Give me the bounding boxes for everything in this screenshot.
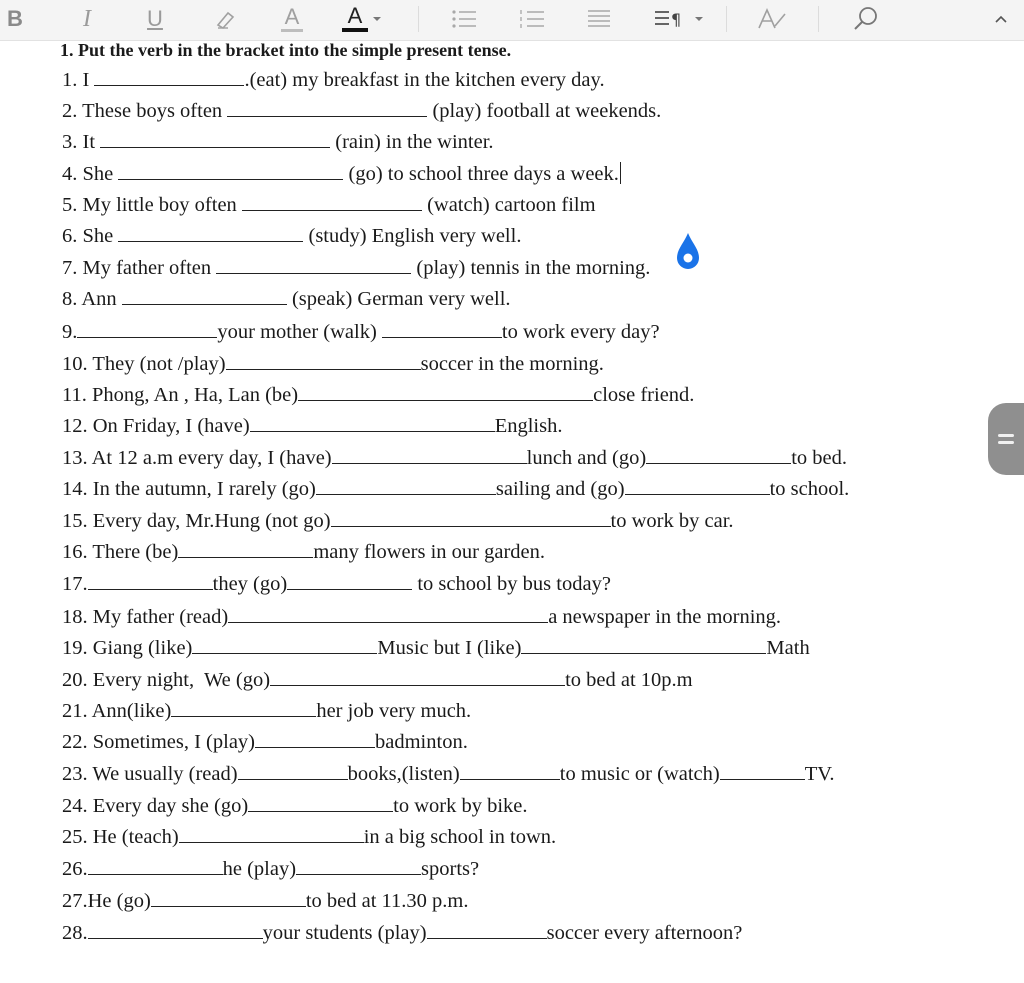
eraser-button[interactable] bbox=[210, 0, 242, 38]
chevron-down-icon bbox=[372, 14, 382, 24]
answer-blank[interactable] bbox=[88, 859, 223, 875]
exercise-text: to bed. bbox=[791, 447, 847, 469]
italic-button[interactable] bbox=[74, 0, 100, 38]
answer-blank[interactable] bbox=[216, 258, 411, 274]
highlight-swatch bbox=[281, 29, 303, 32]
exercise-text: 27.He (go) bbox=[62, 890, 151, 912]
answer-blank[interactable] bbox=[118, 226, 303, 242]
cursor-handle-icon bbox=[675, 231, 701, 271]
toolbar-divider bbox=[818, 6, 819, 32]
exercise-text: (speak) German very well. bbox=[286, 288, 511, 310]
highlight-button[interactable] bbox=[276, 0, 308, 38]
svg-text:¶: ¶ bbox=[671, 10, 682, 29]
exercise-text: your students (play) bbox=[262, 922, 427, 944]
exercise-text: 19. Giang (like) bbox=[62, 637, 193, 659]
exercise-text: 23. We usually (read) bbox=[62, 763, 238, 785]
exercise-item bbox=[62, 921, 742, 945]
answer-blank[interactable] bbox=[118, 164, 343, 180]
exercise-text: 5. My little boy often bbox=[62, 194, 242, 216]
exercise-item bbox=[62, 162, 621, 186]
font-color-swatch bbox=[342, 28, 368, 32]
exercise-item bbox=[62, 730, 468, 754]
exercise-item bbox=[62, 287, 511, 311]
exercise-item bbox=[62, 889, 468, 913]
exercise-text: 18. My father (read) bbox=[62, 606, 229, 628]
exercise-text: 3. It bbox=[62, 131, 101, 153]
exercise-text: (play) football at weekends. bbox=[427, 100, 662, 122]
paragraph-mark-icon bbox=[653, 8, 687, 30]
exercise-item bbox=[62, 383, 694, 407]
grip-icon bbox=[998, 430, 1014, 448]
exercise-text: he (play) bbox=[222, 858, 297, 880]
align-button[interactable] bbox=[582, 0, 616, 38]
exercise-text: sailing and (go) bbox=[495, 478, 625, 500]
exercise-text: (rain) in the winter. bbox=[330, 131, 494, 153]
exercise-item bbox=[62, 477, 849, 501]
exercise-item bbox=[62, 540, 545, 564]
answer-blank[interactable] bbox=[248, 796, 393, 812]
exercise-text: 25. He (teach) bbox=[62, 826, 179, 848]
exercise-text: 22. Sometimes, I (play) bbox=[62, 731, 256, 753]
paragraph-button[interactable] bbox=[650, 0, 690, 38]
exercise-item bbox=[62, 414, 562, 438]
exercise-text: many flowers in our garden. bbox=[313, 541, 546, 563]
answer-blank[interactable] bbox=[238, 764, 348, 780]
underline-button[interactable] bbox=[140, 0, 170, 38]
document-page[interactable] bbox=[0, 40, 1024, 983]
answer-blank[interactable] bbox=[625, 479, 770, 495]
eraser-icon bbox=[214, 7, 238, 31]
exercise-item bbox=[62, 256, 650, 280]
text-cursor bbox=[620, 162, 622, 184]
answer-blank[interactable] bbox=[720, 764, 805, 780]
exercise-text: to work by car. bbox=[610, 510, 734, 532]
exercise-item bbox=[62, 857, 479, 881]
answer-blank[interactable] bbox=[255, 732, 375, 748]
exercise-text: 11. Phong, An , Ha, Lan (be) bbox=[62, 384, 299, 406]
answer-blank[interactable] bbox=[77, 322, 217, 338]
exercise-text: 15. Every day, Mr.Hung (not go) bbox=[62, 510, 331, 532]
exercise-text: 17. bbox=[62, 573, 88, 595]
search-icon bbox=[851, 5, 881, 33]
font-color-dropdown[interactable] bbox=[370, 0, 384, 38]
exercise-item bbox=[62, 668, 693, 692]
exercise-item bbox=[62, 224, 521, 248]
exercise-text: (play) tennis in the morning. bbox=[411, 257, 651, 279]
answer-blank[interactable] bbox=[296, 859, 421, 875]
exercise-heading: 1. Put the verb in the bracket into the simple present tense. bbox=[60, 40, 512, 60]
exercise-text: 21. Ann(like) bbox=[62, 700, 172, 722]
exercise-text: to school by bus today? bbox=[412, 573, 611, 595]
exercise-text: 28. bbox=[62, 922, 88, 944]
search-button[interactable] bbox=[846, 0, 886, 38]
exercise-text: her job very much. bbox=[316, 700, 472, 722]
bullet-list-button[interactable] bbox=[446, 0, 482, 38]
exercise-item bbox=[62, 825, 556, 849]
exercise-text: 6. She bbox=[62, 225, 119, 247]
answer-blank[interactable] bbox=[427, 923, 547, 939]
italic-icon: I bbox=[83, 5, 91, 32]
answer-blank[interactable] bbox=[100, 132, 330, 148]
exercise-text: 20. Every night, We (go) bbox=[62, 669, 271, 691]
exercise-text: 14. In the autumn, I rarely (go) bbox=[62, 478, 316, 500]
exercise-text: books,(listen) bbox=[347, 763, 460, 785]
answer-blank[interactable] bbox=[331, 511, 611, 527]
answer-blank[interactable] bbox=[88, 574, 213, 590]
answer-blank[interactable] bbox=[192, 638, 377, 654]
toolbar-divider bbox=[726, 6, 727, 32]
bold-button[interactable] bbox=[2, 0, 28, 38]
exercise-item bbox=[62, 762, 835, 786]
exercise-text: English. bbox=[494, 415, 563, 437]
exercise-text: soccer every afternoon? bbox=[546, 922, 743, 944]
font-color-icon: A bbox=[347, 3, 363, 28]
answer-blank[interactable] bbox=[227, 101, 427, 117]
exercise-text: your mother (walk) bbox=[217, 321, 382, 343]
chevron-down-icon bbox=[694, 14, 704, 24]
answer-blank[interactable] bbox=[171, 701, 316, 717]
answer-blank[interactable] bbox=[178, 542, 313, 558]
exercise-text: 13. At 12 a.m every day, I (have) bbox=[62, 447, 332, 469]
exercise-item bbox=[62, 99, 661, 123]
paragraph-dropdown[interactable] bbox=[692, 0, 706, 38]
underline-icon: U bbox=[147, 6, 163, 31]
answer-blank[interactable] bbox=[122, 289, 287, 305]
exercise-text: 8. Ann bbox=[62, 288, 122, 310]
formatting-toolbar bbox=[0, 0, 1024, 41]
answer-blank[interactable] bbox=[226, 354, 421, 370]
exercise-item bbox=[62, 130, 494, 154]
exercise-text: 7. My father often bbox=[62, 257, 217, 279]
exercise-text: 24. Every day she (go) bbox=[62, 795, 249, 817]
answer-blank[interactable] bbox=[460, 764, 560, 780]
exercise-text: soccer in the morning. bbox=[420, 353, 604, 375]
text-style-icon bbox=[755, 6, 789, 32]
exercise-text: lunch and (go) bbox=[526, 447, 647, 469]
exercise-text: to bed at 11.30 p.m. bbox=[305, 890, 469, 912]
exercise-text: close friend. bbox=[593, 384, 695, 406]
highlight-icon: A bbox=[284, 3, 300, 29]
exercise-text: to bed at 10p.m bbox=[565, 669, 693, 691]
exercise-item bbox=[62, 446, 847, 470]
exercise-text: a newspaper in the morning. bbox=[548, 606, 782, 628]
exercise-text: (go) to school three days a week. bbox=[343, 163, 619, 185]
exercise-text: Music but I (like) bbox=[377, 637, 522, 659]
answer-blank[interactable] bbox=[270, 670, 565, 686]
exercise-text: in a big school in town. bbox=[363, 826, 557, 848]
exercise-text: 10. They (not /play) bbox=[62, 353, 226, 375]
bold-icon: B bbox=[7, 6, 23, 31]
answer-blank[interactable] bbox=[179, 827, 364, 843]
exercise-text: to work by bike. bbox=[393, 795, 528, 817]
text-style-button[interactable] bbox=[752, 0, 792, 38]
exercise-item bbox=[62, 636, 810, 660]
exercise-text: 4. She bbox=[62, 163, 119, 185]
exercise-text: 2. These boys often bbox=[62, 100, 228, 122]
exercise-item bbox=[62, 572, 611, 596]
answer-blank[interactable] bbox=[287, 574, 412, 590]
bullet-list-icon bbox=[450, 8, 478, 30]
exercise-item bbox=[62, 605, 781, 629]
answer-blank[interactable] bbox=[332, 448, 527, 464]
answer-blank[interactable] bbox=[242, 195, 422, 211]
toolbar-divider bbox=[418, 6, 419, 32]
exercise-text: to work every day? bbox=[501, 321, 660, 343]
font-color-button[interactable] bbox=[340, 0, 370, 38]
answer-blank[interactable] bbox=[298, 385, 593, 401]
exercise-item bbox=[62, 320, 660, 344]
answer-blank[interactable] bbox=[228, 607, 548, 623]
exercise-text: (watch) cartoon film bbox=[421, 194, 596, 216]
exercise-item bbox=[62, 794, 528, 818]
exercise-text: 9. bbox=[62, 321, 78, 343]
chevron-up-icon bbox=[994, 14, 1008, 24]
exercise-text: (study) English very well. bbox=[303, 225, 522, 247]
scroll-handle[interactable] bbox=[988, 403, 1024, 475]
answer-blank[interactable] bbox=[94, 70, 244, 86]
exercise-text: 1. I bbox=[62, 69, 95, 91]
answer-blank[interactable] bbox=[646, 448, 791, 464]
answer-blank[interactable] bbox=[521, 638, 766, 654]
exercise-text: to music or (watch) bbox=[559, 763, 720, 785]
exercise-text: TV. bbox=[804, 763, 835, 785]
numbered-list-icon bbox=[518, 8, 546, 30]
exercise-item bbox=[62, 509, 734, 533]
exercise-text: they (go) bbox=[212, 573, 288, 595]
exercise-item bbox=[62, 68, 605, 92]
exercise-text: sports? bbox=[421, 858, 480, 880]
exercise-text: 26. bbox=[62, 858, 88, 880]
collapse-toolbar-button[interactable] bbox=[986, 0, 1016, 38]
exercise-item bbox=[62, 193, 596, 217]
answer-blank[interactable] bbox=[151, 891, 306, 907]
exercise-item bbox=[62, 352, 604, 376]
answer-blank[interactable] bbox=[382, 322, 502, 338]
align-justify-icon bbox=[586, 8, 612, 30]
exercise-text: .(eat) my breakfast in the kitchen every day. bbox=[244, 69, 605, 91]
answer-blank[interactable] bbox=[88, 923, 263, 939]
exercise-item bbox=[62, 699, 471, 723]
answer-blank[interactable] bbox=[316, 479, 496, 495]
exercise-text: to school. bbox=[769, 478, 850, 500]
exercise-text: badminton. bbox=[375, 731, 468, 753]
exercise-text: 16. There (be) bbox=[62, 541, 179, 563]
exercise-text: 12. On Friday, I (have) bbox=[62, 415, 250, 437]
numbered-list-button[interactable] bbox=[514, 0, 550, 38]
answer-blank[interactable] bbox=[250, 416, 495, 432]
exercise-text: Math bbox=[766, 637, 810, 659]
text-selection-handle[interactable] bbox=[675, 231, 701, 276]
